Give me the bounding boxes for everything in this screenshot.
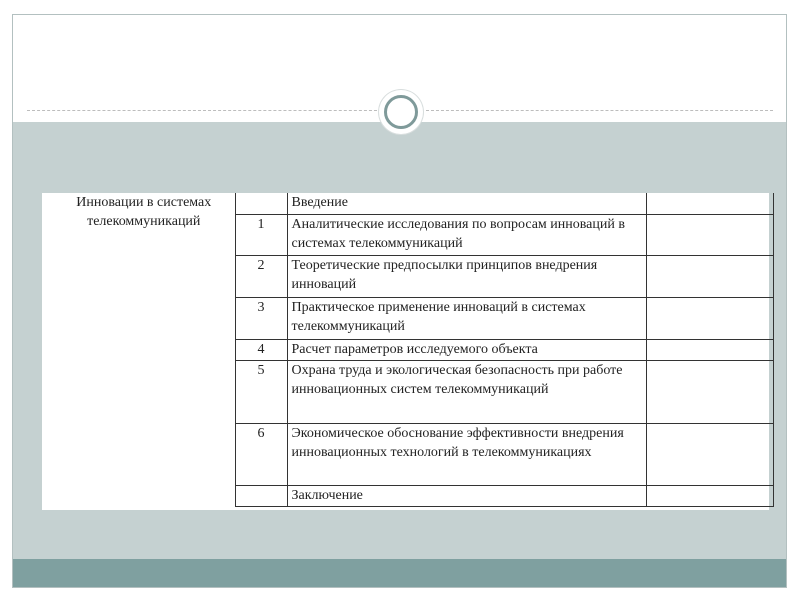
contents-table bbox=[53, 193, 774, 507]
row-title: Практическое применение инноваций в системах телекоммуникаций bbox=[287, 297, 646, 339]
row-extra bbox=[646, 255, 773, 297]
divider-left bbox=[27, 110, 382, 111]
row-extra bbox=[646, 193, 773, 214]
divider-right bbox=[426, 110, 773, 111]
row-extra bbox=[646, 297, 773, 339]
row-number: 1 bbox=[235, 214, 287, 255]
content-table-area bbox=[42, 193, 769, 510]
row-title: Заключение bbox=[287, 485, 646, 506]
row-extra bbox=[646, 360, 773, 423]
row-title: Охрана труда и экологическая безопасность при работе инновационных систем телекоммуникаций bbox=[287, 360, 646, 423]
row-number: 2 bbox=[235, 255, 287, 297]
row-title: Теоретические предпосылки принципов внедрения инноваций bbox=[287, 255, 646, 297]
slide bbox=[12, 14, 787, 588]
row-title: Аналитические исследования по вопросам инноваций в системах телекоммуникаций bbox=[287, 214, 646, 255]
row-number: 5 bbox=[235, 360, 287, 423]
row-number: 4 bbox=[235, 339, 287, 360]
row-extra bbox=[646, 214, 773, 255]
row-extra bbox=[646, 339, 773, 360]
row-number bbox=[235, 485, 287, 506]
row-title: Расчет параметров исследуемого объекта bbox=[287, 339, 646, 360]
row-extra bbox=[646, 485, 773, 506]
footer-bar bbox=[13, 559, 786, 587]
topic-cell: Инновации в системах телекоммуникаций bbox=[53, 193, 235, 506]
ring-ornament-icon bbox=[379, 90, 423, 134]
row-number bbox=[235, 193, 287, 214]
row-number: 3 bbox=[235, 297, 287, 339]
row-extra bbox=[646, 423, 773, 485]
row-title: Введение bbox=[287, 193, 646, 214]
row-title: Экономическое обоснование эффективности внедрения инновационных технологий в телекоммуникациях bbox=[287, 423, 646, 485]
table-row bbox=[53, 193, 773, 214]
row-number: 6 bbox=[235, 423, 287, 485]
